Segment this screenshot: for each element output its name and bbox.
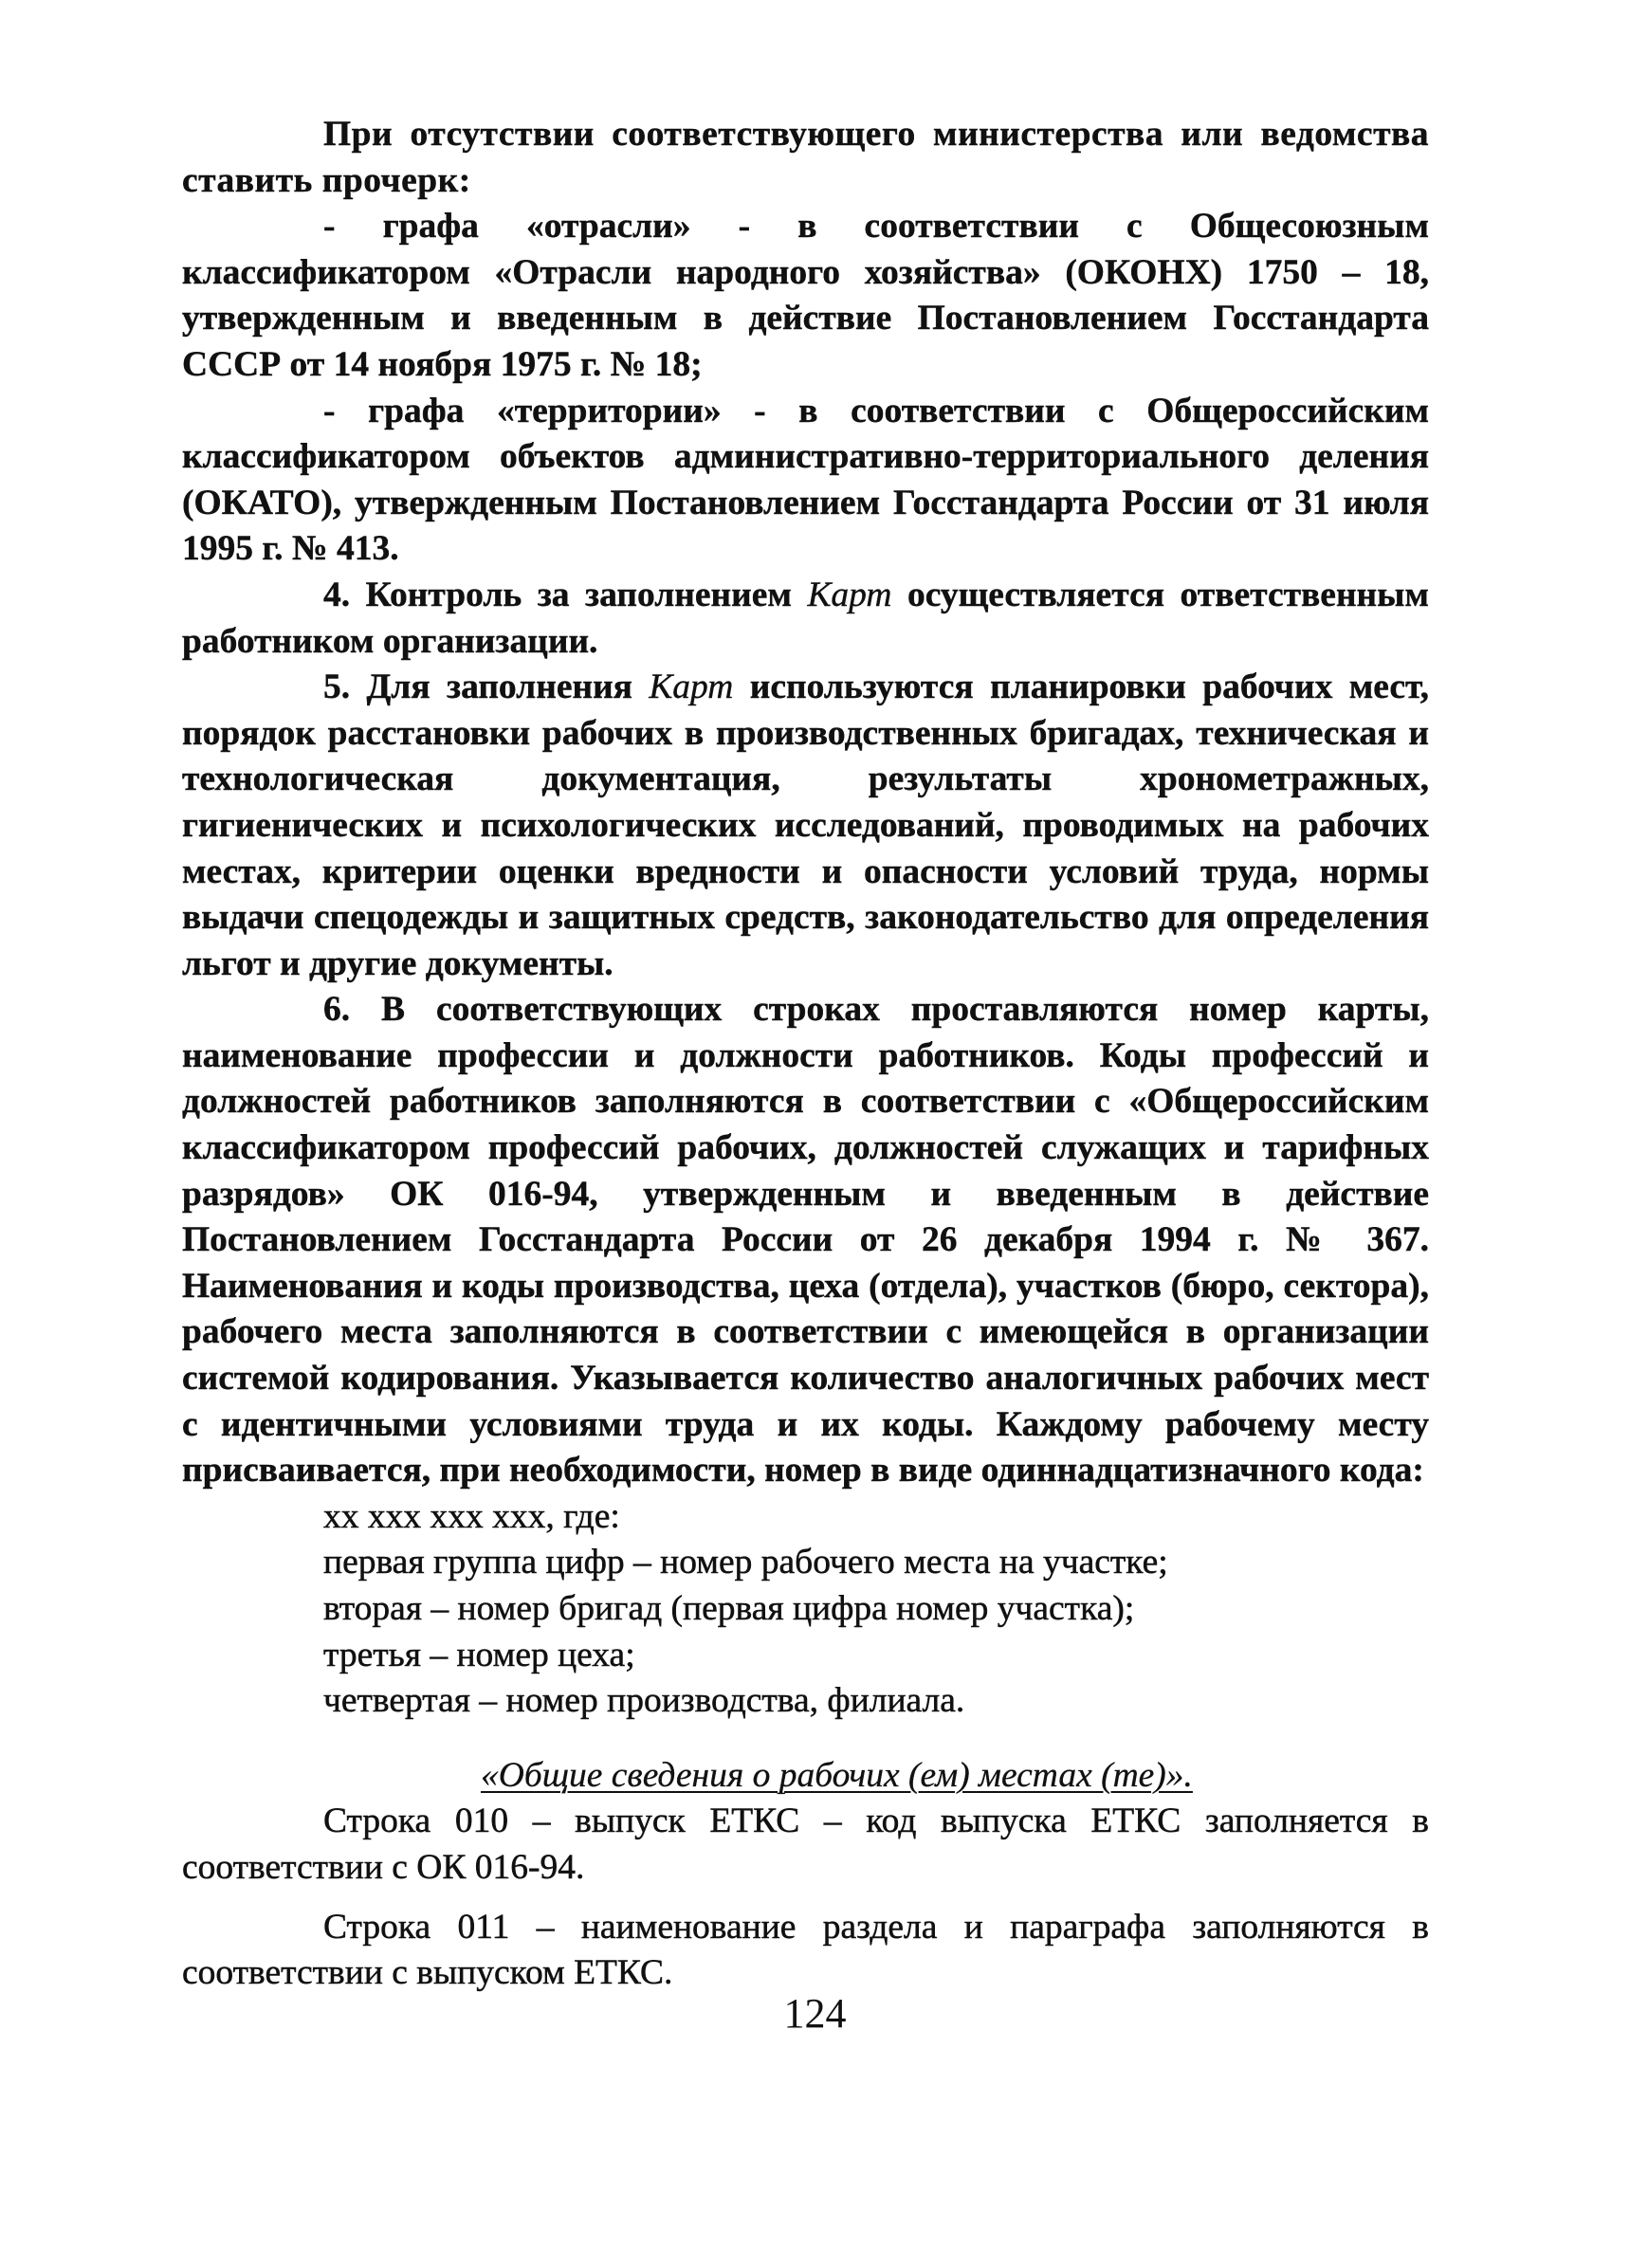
item-4-text-start: 4. Контроль за заполнением [323, 575, 808, 614]
item-5-text-start: 5. Для заполнения [323, 668, 650, 707]
code-format-line: третья – номер цеха; [323, 1635, 635, 1674]
paragraph-item-6: 6. В соответствующих строках проставляются номер карты, наименование профессии и должности работников. Коды профессий и должностей работников заполняются в соответствии с «Общероссийским классификатором профессий рабочих, должностей служащих и тарифных разрядов» ОК 016-94, утвержденным и введенным в действие Постановлением Госстандарта России от 26 декабря 1994 г. № 367. Наименования и коды производства, цеха (отдела), участков (бюро, сектора), рабочего места заполняются в соответствии с имеющейся в организации системой кодирования. Указывается количество аналогичных рабочих мест с идентичными условиями труда и их коды. Каждому рабочему месту присваивается, при необходимости, номер в виде одиннадцатизначного кода: [182, 990, 1429, 1491]
page-body [182, 112, 1429, 1997]
item-4-text-end: осуществляется ответственным работником организации. [182, 575, 1429, 661]
paragraph-row-010: Строка 010 – выпуск ЕТКС – код выпуска ЕТКС заполняется в соответствии с ОК 016-94. [182, 1802, 1429, 1887]
paragraph-ministry-note: При отсутствии соответствующего министерства или ведомства ставить прочерк: [182, 115, 1429, 200]
code-format-line: первая группа цифр – номер рабочего места на участке; [323, 1543, 1168, 1582]
item-4-kart-italic: Карт [807, 575, 892, 614]
section-heading-general-info: «Общие сведения о рабочих (ем) местах (те)». [481, 1755, 1193, 1795]
paragraph-item-4 [182, 573, 1429, 665]
code-format-list [182, 1494, 1429, 1725]
code-format-line: четвертая – номер производства, филиала. [323, 1681, 965, 1721]
item-5-text-end: используются планировки рабочих мест, порядок расстановки рабочих в производственных бригадах, техническая и технологическая документация, результаты хронометражных, гигиенических и психологических исследований, проводимых на рабочих местах, критерии оценки вредности и опасности условий труда, нормы выдачи спецодежды и защитных средств, законодательство для определения льгот и другие документы. [182, 668, 1429, 983]
paragraph-territory-column: - графа «территории» - в соответствии с Общероссийским классификатором объектов административно-территориального деления (ОКАТО), утвержденным Постановлением Госстандарта России от 31 июля 1995 г. № 413. [182, 391, 1429, 569]
paragraph-item-5 [182, 665, 1429, 987]
paragraph-row-011: Строка 011 – наименование раздела и параграфа заполняются в соответствии с выпуском ЕТКС. [182, 1907, 1429, 1993]
code-format-line: вторая – номер бригад (первая цифра номер участка); [323, 1589, 1135, 1628]
paragraph-industry-column: - графа «отрасли» - в соответствии с Общесоюзным классификатором «Отрасли народного хозяйства» (ОКОНХ) 1750 – 18, утвержденным и введенным в действие Постановлением Госстандарта СССР от 14 ноября 1975 г. № 18; [182, 207, 1429, 384]
code-format-line: хх ххх ххх ххх, где: [323, 1496, 620, 1536]
item-5-kart-italic: Карт [649, 668, 734, 707]
page-number: 124 [783, 1990, 847, 2037]
